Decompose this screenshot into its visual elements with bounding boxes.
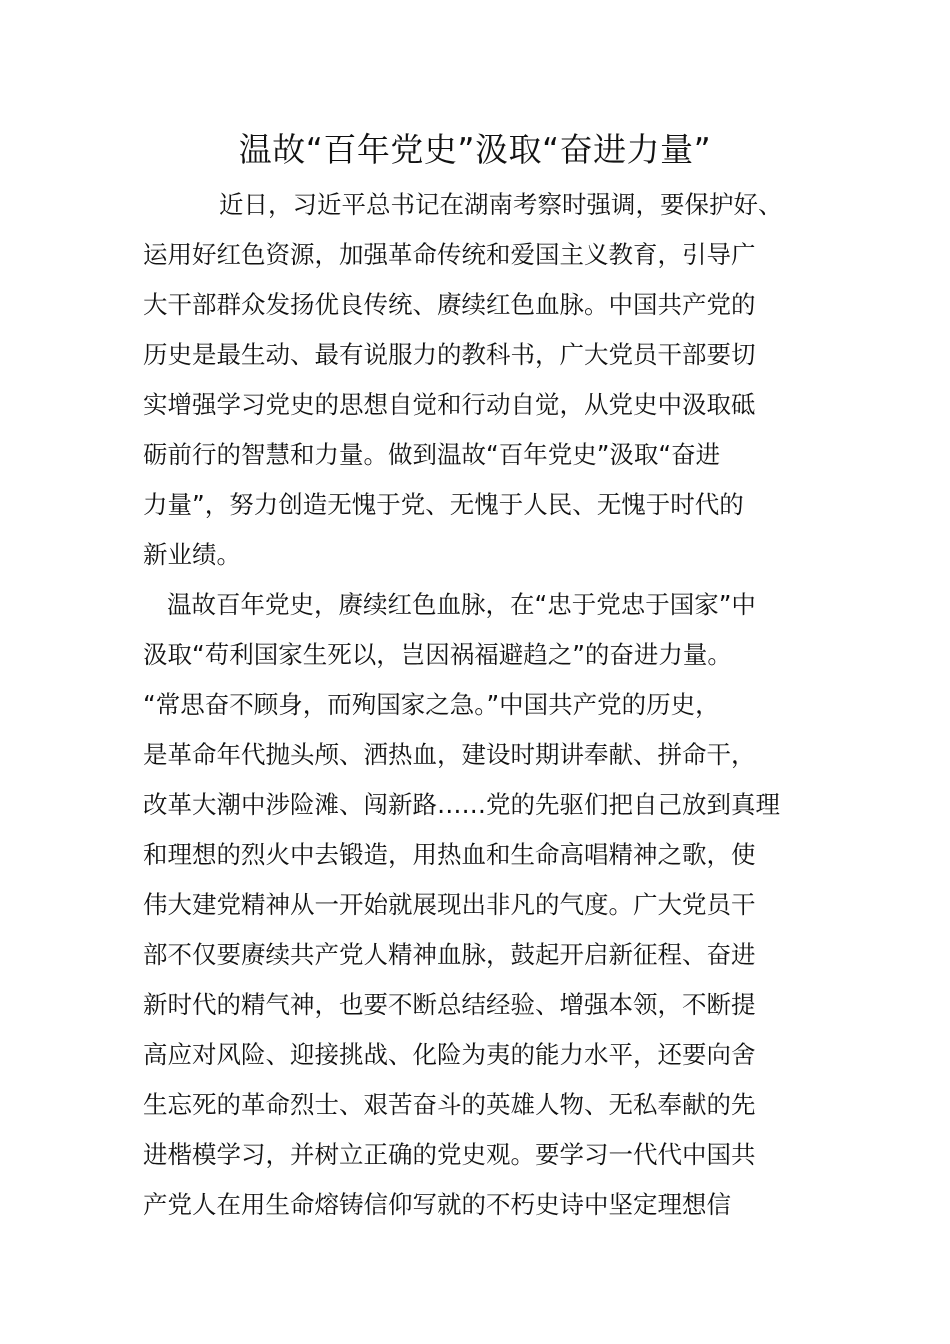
paragraph-line: 近日，习近平总书记在湖南考察时强调，要保护好、 [219, 190, 783, 219]
paragraph-line: 运用好红色资源，加强革命传统和爱国主义教育，引导广 [143, 240, 756, 269]
paragraph-line: 进楷模学习，并树立正确的党史观。要学习一代代中国共 [143, 1140, 756, 1169]
paragraph-line: 力量”，努力创造无愧于党、无愧于人民、无愧于时代的 [143, 490, 744, 519]
paragraph-line: 部不仅要赓续共产党人精神血脉，鼓起开启新征程、奋进 [143, 940, 756, 969]
paragraph-line: 和理想的烈火中去锻造，用热血和生命高唱精神之歌，使 [143, 840, 756, 869]
paragraph-line: 生忘死的革命烈士、艰苦奋斗的英雄人物、无私奉献的先 [143, 1090, 756, 1119]
paragraph-line: 大干部群众发扬优良传统、赓续红色血脉。中国共产党的 [143, 290, 756, 319]
paragraph-line: 汲取“苟利国家生死以，岂因祸福避趋之”的奋进力量。 [143, 640, 732, 669]
paragraph-line: 高应对风险、迎接挑战、化险为夷的能力水平，还要向舍 [143, 1040, 756, 1069]
paragraph-line: “常思奋不顾身，而殉国家之急。”中国共产党的历史， [143, 690, 720, 719]
paragraph-line: 产党人在用生命熔铸信仰写就的不朽史诗中坚定理想信 [143, 1190, 731, 1219]
paragraph-line: 新时代的精气神，也要不断总结经验、增强本领，不断提 [143, 990, 756, 1019]
paragraph-line: 砺前行的智慧和力量。做到温故“百年党史”汲取“奋进 [143, 440, 721, 469]
document-title: 温故“百年党史”汲取“奋进力量” [238, 130, 712, 169]
paragraph-line: 伟大建党精神从一开始就展现出非凡的气度。广大党员干 [143, 890, 756, 919]
paragraph-line: 历史是最生动、最有说服力的教科书，广大党员干部要切 [143, 340, 756, 369]
paragraph-line: 温故百年党史，赓续红色血脉，在“忠于党忠于国家”中 [167, 590, 756, 619]
paragraph-line: 是革命年代抛头颅、洒热血，建设时期讲奉献、拼命干， [143, 740, 756, 769]
document-body [143, 180, 813, 1230]
paragraph-line: 新业绩。 [143, 540, 241, 569]
paragraph-line: 改革大潮中涉险滩、闯新路……党的先驱们把自己放到真理 [143, 790, 780, 819]
paragraph-line: 实增强学习党史的思想自觉和行动自觉，从党史中汲取砥 [143, 390, 756, 419]
